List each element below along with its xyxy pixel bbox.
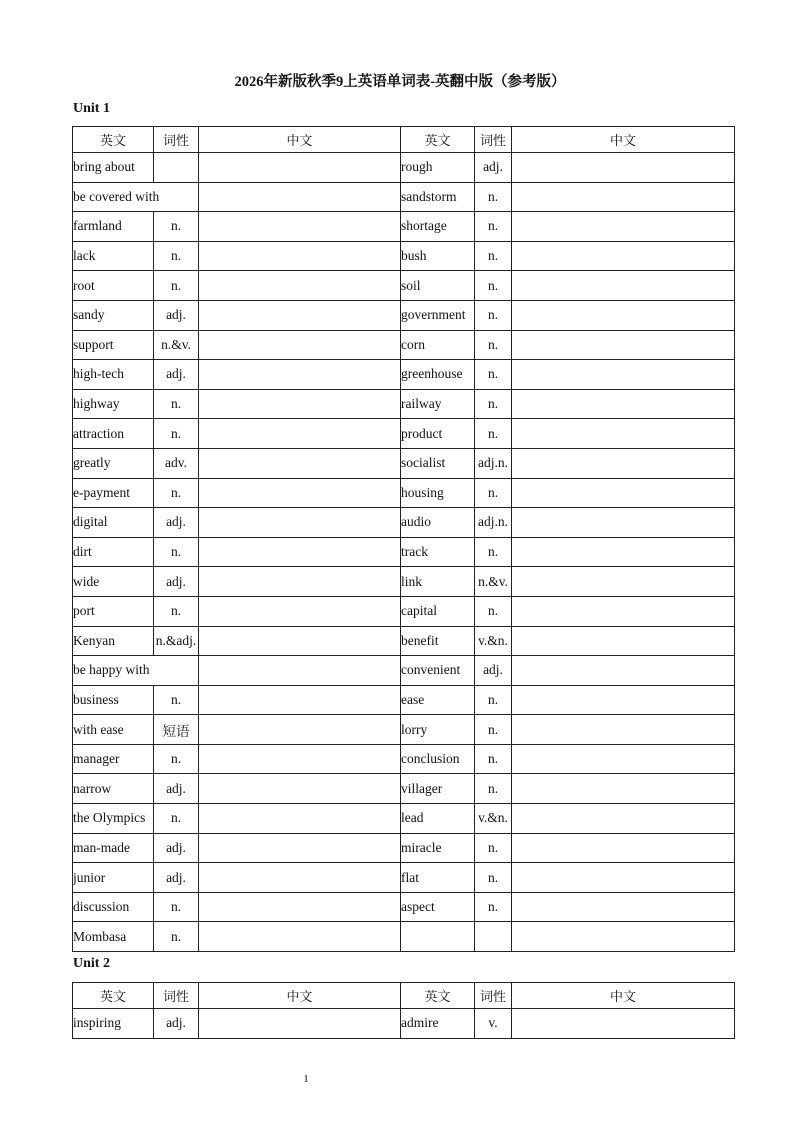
right-english-word: [401, 922, 475, 952]
header-en: 英文: [73, 983, 154, 1009]
left-english-word: with ease: [73, 715, 154, 745]
left-chinese-answer-cell: [199, 537, 401, 567]
left-english-word: be happy with: [73, 656, 199, 686]
right-part-of-speech: n.: [475, 596, 512, 626]
right-chinese-answer-cell: [512, 596, 735, 626]
left-chinese-answer-cell: [199, 448, 401, 478]
left-chinese-answer-cell: [199, 892, 401, 922]
header-cn: 中文: [512, 983, 735, 1009]
left-chinese-answer-cell: [199, 153, 401, 183]
right-chinese-answer-cell: [512, 656, 735, 686]
right-english-word: convenient: [401, 656, 475, 686]
table-row: [73, 300, 735, 330]
table-row: [73, 153, 735, 183]
right-part-of-speech: n.&v.: [475, 567, 512, 597]
right-part-of-speech: adj.: [475, 656, 512, 686]
left-part-of-speech: n.: [154, 212, 199, 242]
right-chinese-answer-cell: [512, 804, 735, 834]
right-english-word: track: [401, 537, 475, 567]
right-english-word: soil: [401, 271, 475, 301]
right-part-of-speech: n.: [475, 330, 512, 360]
left-part-of-speech: n.: [154, 744, 199, 774]
left-part-of-speech: n.: [154, 685, 199, 715]
right-english-word: flat: [401, 863, 475, 893]
left-chinese-answer-cell: [199, 182, 401, 212]
right-english-word: miracle: [401, 833, 475, 863]
left-english-word: root: [73, 271, 154, 301]
left-chinese-answer-cell: [199, 685, 401, 715]
table-row: [73, 715, 735, 745]
left-part-of-speech: adj.: [154, 833, 199, 863]
header-en: 英文: [401, 983, 475, 1009]
left-english-word: man-made: [73, 833, 154, 863]
right-part-of-speech: n.: [475, 419, 512, 449]
header-en: 英文: [401, 127, 475, 153]
right-chinese-answer-cell: [512, 241, 735, 271]
right-english-word: link: [401, 567, 475, 597]
table-row: [73, 567, 735, 597]
right-chinese-answer-cell: [512, 300, 735, 330]
left-part-of-speech: adj.: [154, 360, 199, 390]
table-row: [73, 182, 735, 212]
right-english-word: bush: [401, 241, 475, 271]
table-row: [73, 1009, 735, 1039]
left-chinese-answer-cell: [199, 596, 401, 626]
right-chinese-answer-cell: [512, 685, 735, 715]
left-english-word: be covered with: [73, 182, 199, 212]
left-english-word: port: [73, 596, 154, 626]
right-chinese-answer-cell: [512, 744, 735, 774]
right-english-word: shortage: [401, 212, 475, 242]
left-english-word: Mombasa: [73, 922, 154, 952]
left-part-of-speech: n.: [154, 804, 199, 834]
left-chinese-answer-cell: [199, 360, 401, 390]
right-chinese-answer-cell: [512, 153, 735, 183]
right-english-word: lead: [401, 804, 475, 834]
left-chinese-answer-cell: [199, 271, 401, 301]
left-part-of-speech: n.: [154, 892, 199, 922]
right-part-of-speech: n.: [475, 715, 512, 745]
table-header-row: [73, 983, 735, 1009]
left-english-word: highway: [73, 389, 154, 419]
header-cn: 中文: [512, 127, 735, 153]
page-number: 1: [303, 1073, 309, 1085]
table-row: [73, 419, 735, 449]
right-part-of-speech: n.: [475, 685, 512, 715]
right-part-of-speech: adj.: [475, 153, 512, 183]
left-chinese-answer-cell: [199, 863, 401, 893]
left-part-of-speech: adj.: [154, 508, 199, 538]
table-row: [73, 744, 735, 774]
left-part-of-speech: adv.: [154, 448, 199, 478]
left-english-word: wide: [73, 567, 154, 597]
right-part-of-speech: adj.n.: [475, 448, 512, 478]
left-part-of-speech: n.: [154, 596, 199, 626]
table-row: [73, 241, 735, 271]
table-header-row: [73, 127, 735, 153]
unit-2-vocab-table: [72, 982, 735, 1039]
table-row: [73, 537, 735, 567]
left-english-word: lack: [73, 241, 154, 271]
left-part-of-speech: n.: [154, 389, 199, 419]
table-row: [73, 892, 735, 922]
right-part-of-speech: n.: [475, 212, 512, 242]
right-english-word: benefit: [401, 626, 475, 656]
left-chinese-answer-cell: [199, 419, 401, 449]
left-chinese-answer-cell: [199, 567, 401, 597]
left-english-word: attraction: [73, 419, 154, 449]
right-part-of-speech: v.&n.: [475, 804, 512, 834]
right-chinese-answer-cell: [512, 478, 735, 508]
left-chinese-answer-cell: [199, 330, 401, 360]
left-english-word: bring about: [73, 153, 154, 183]
right-english-word: lorry: [401, 715, 475, 745]
left-english-word: dirt: [73, 537, 154, 567]
table-row: [73, 804, 735, 834]
left-chinese-answer-cell: [199, 833, 401, 863]
right-chinese-answer-cell: [512, 330, 735, 360]
table-row: [73, 271, 735, 301]
right-english-word: villager: [401, 774, 475, 804]
right-part-of-speech: adj.n.: [475, 508, 512, 538]
table-row: [73, 360, 735, 390]
left-part-of-speech: adj.: [154, 567, 199, 597]
table-row: [73, 863, 735, 893]
left-part-of-speech: n.&adj.: [154, 626, 199, 656]
right-chinese-answer-cell: [512, 892, 735, 922]
right-chinese-answer-cell: [512, 419, 735, 449]
table-row: [73, 656, 735, 686]
left-chinese-answer-cell: [199, 715, 401, 745]
table-row: [73, 478, 735, 508]
left-part-of-speech: n.&v.: [154, 330, 199, 360]
document-title: 2026年新版秋季9上英语单词表-英翻中版（参考版）: [234, 74, 566, 90]
right-chinese-answer-cell: [512, 774, 735, 804]
table-row: [73, 330, 735, 360]
left-english-word: inspiring: [73, 1009, 154, 1039]
table-row: [73, 508, 735, 538]
right-part-of-speech: n.: [475, 389, 512, 419]
right-part-of-speech: n.: [475, 863, 512, 893]
header-cn: 中文: [199, 983, 401, 1009]
right-part-of-speech: n.: [475, 182, 512, 212]
right-english-word: product: [401, 419, 475, 449]
left-english-word: high-tech: [73, 360, 154, 390]
right-chinese-answer-cell: [512, 1009, 735, 1039]
left-chinese-answer-cell: [199, 656, 401, 686]
left-english-word: business: [73, 685, 154, 715]
table-row: [73, 626, 735, 656]
left-part-of-speech: adj.: [154, 774, 199, 804]
right-chinese-answer-cell: [512, 271, 735, 301]
left-english-word: junior: [73, 863, 154, 893]
left-chinese-answer-cell: [199, 774, 401, 804]
right-english-word: corn: [401, 330, 475, 360]
left-chinese-answer-cell: [199, 1009, 401, 1039]
right-english-word: audio: [401, 508, 475, 538]
right-chinese-answer-cell: [512, 537, 735, 567]
right-part-of-speech: v.: [475, 1009, 512, 1039]
unit-1-heading: Unit 1: [73, 101, 110, 116]
left-english-word: farmland: [73, 212, 154, 242]
left-part-of-speech: n.: [154, 922, 199, 952]
right-part-of-speech: n.: [475, 241, 512, 271]
left-part-of-speech: [154, 153, 199, 183]
left-part-of-speech: 短语: [154, 715, 199, 745]
right-chinese-answer-cell: [512, 863, 735, 893]
left-part-of-speech: n.: [154, 419, 199, 449]
table-row: [73, 596, 735, 626]
table-row: [73, 922, 735, 952]
left-english-word: manager: [73, 744, 154, 774]
table-row: [73, 833, 735, 863]
right-part-of-speech: n.: [475, 744, 512, 774]
right-part-of-speech: v.&n.: [475, 626, 512, 656]
right-chinese-answer-cell: [512, 182, 735, 212]
right-part-of-speech: n.: [475, 478, 512, 508]
left-english-word: sandy: [73, 300, 154, 330]
table-row: [73, 448, 735, 478]
left-english-word: greatly: [73, 448, 154, 478]
header-pos: 词性: [475, 127, 512, 153]
right-part-of-speech: n.: [475, 537, 512, 567]
left-chinese-answer-cell: [199, 922, 401, 952]
right-english-word: socialist: [401, 448, 475, 478]
left-part-of-speech: n.: [154, 478, 199, 508]
right-english-word: greenhouse: [401, 360, 475, 390]
left-chinese-answer-cell: [199, 744, 401, 774]
right-chinese-answer-cell: [512, 922, 735, 952]
unit-1-vocab-table: [72, 126, 735, 952]
header-pos: 词性: [154, 127, 199, 153]
right-chinese-answer-cell: [512, 567, 735, 597]
right-english-word: housing: [401, 478, 475, 508]
left-chinese-answer-cell: [199, 478, 401, 508]
header-pos: 词性: [154, 983, 199, 1009]
right-english-word: aspect: [401, 892, 475, 922]
left-part-of-speech: adj.: [154, 1009, 199, 1039]
left-chinese-answer-cell: [199, 241, 401, 271]
right-part-of-speech: n.: [475, 892, 512, 922]
left-chinese-answer-cell: [199, 626, 401, 656]
left-chinese-answer-cell: [199, 300, 401, 330]
left-english-word: e-payment: [73, 478, 154, 508]
left-chinese-answer-cell: [199, 212, 401, 242]
left-chinese-answer-cell: [199, 508, 401, 538]
right-part-of-speech: n.: [475, 833, 512, 863]
table-row: [73, 774, 735, 804]
right-english-word: sandstorm: [401, 182, 475, 212]
right-part-of-speech: n.: [475, 300, 512, 330]
left-english-word: discussion: [73, 892, 154, 922]
right-english-word: capital: [401, 596, 475, 626]
right-chinese-answer-cell: [512, 212, 735, 242]
right-english-word: rough: [401, 153, 475, 183]
left-part-of-speech: adj.: [154, 863, 199, 893]
right-english-word: admire: [401, 1009, 475, 1039]
unit-2-heading: Unit 2: [73, 956, 110, 971]
header-cn: 中文: [199, 127, 401, 153]
right-english-word: ease: [401, 685, 475, 715]
left-part-of-speech: n.: [154, 241, 199, 271]
right-chinese-answer-cell: [512, 508, 735, 538]
table-row: [73, 685, 735, 715]
header-pos: 词性: [475, 983, 512, 1009]
left-chinese-answer-cell: [199, 389, 401, 419]
right-chinese-answer-cell: [512, 389, 735, 419]
left-part-of-speech: n.: [154, 271, 199, 301]
left-chinese-answer-cell: [199, 804, 401, 834]
right-english-word: government: [401, 300, 475, 330]
table-row: [73, 212, 735, 242]
table-row: [73, 389, 735, 419]
right-part-of-speech: n.: [475, 774, 512, 804]
right-chinese-answer-cell: [512, 360, 735, 390]
right-chinese-answer-cell: [512, 715, 735, 745]
left-part-of-speech: n.: [154, 537, 199, 567]
left-english-word: the Olympics: [73, 804, 154, 834]
right-english-word: conclusion: [401, 744, 475, 774]
right-part-of-speech: [475, 922, 512, 952]
right-part-of-speech: n.: [475, 360, 512, 390]
left-english-word: digital: [73, 508, 154, 538]
left-part-of-speech: adj.: [154, 300, 199, 330]
left-english-word: narrow: [73, 774, 154, 804]
right-chinese-answer-cell: [512, 833, 735, 863]
right-part-of-speech: n.: [475, 271, 512, 301]
right-chinese-answer-cell: [512, 448, 735, 478]
right-chinese-answer-cell: [512, 626, 735, 656]
right-english-word: railway: [401, 389, 475, 419]
left-english-word: support: [73, 330, 154, 360]
header-en: 英文: [73, 127, 154, 153]
left-english-word: Kenyan: [73, 626, 154, 656]
